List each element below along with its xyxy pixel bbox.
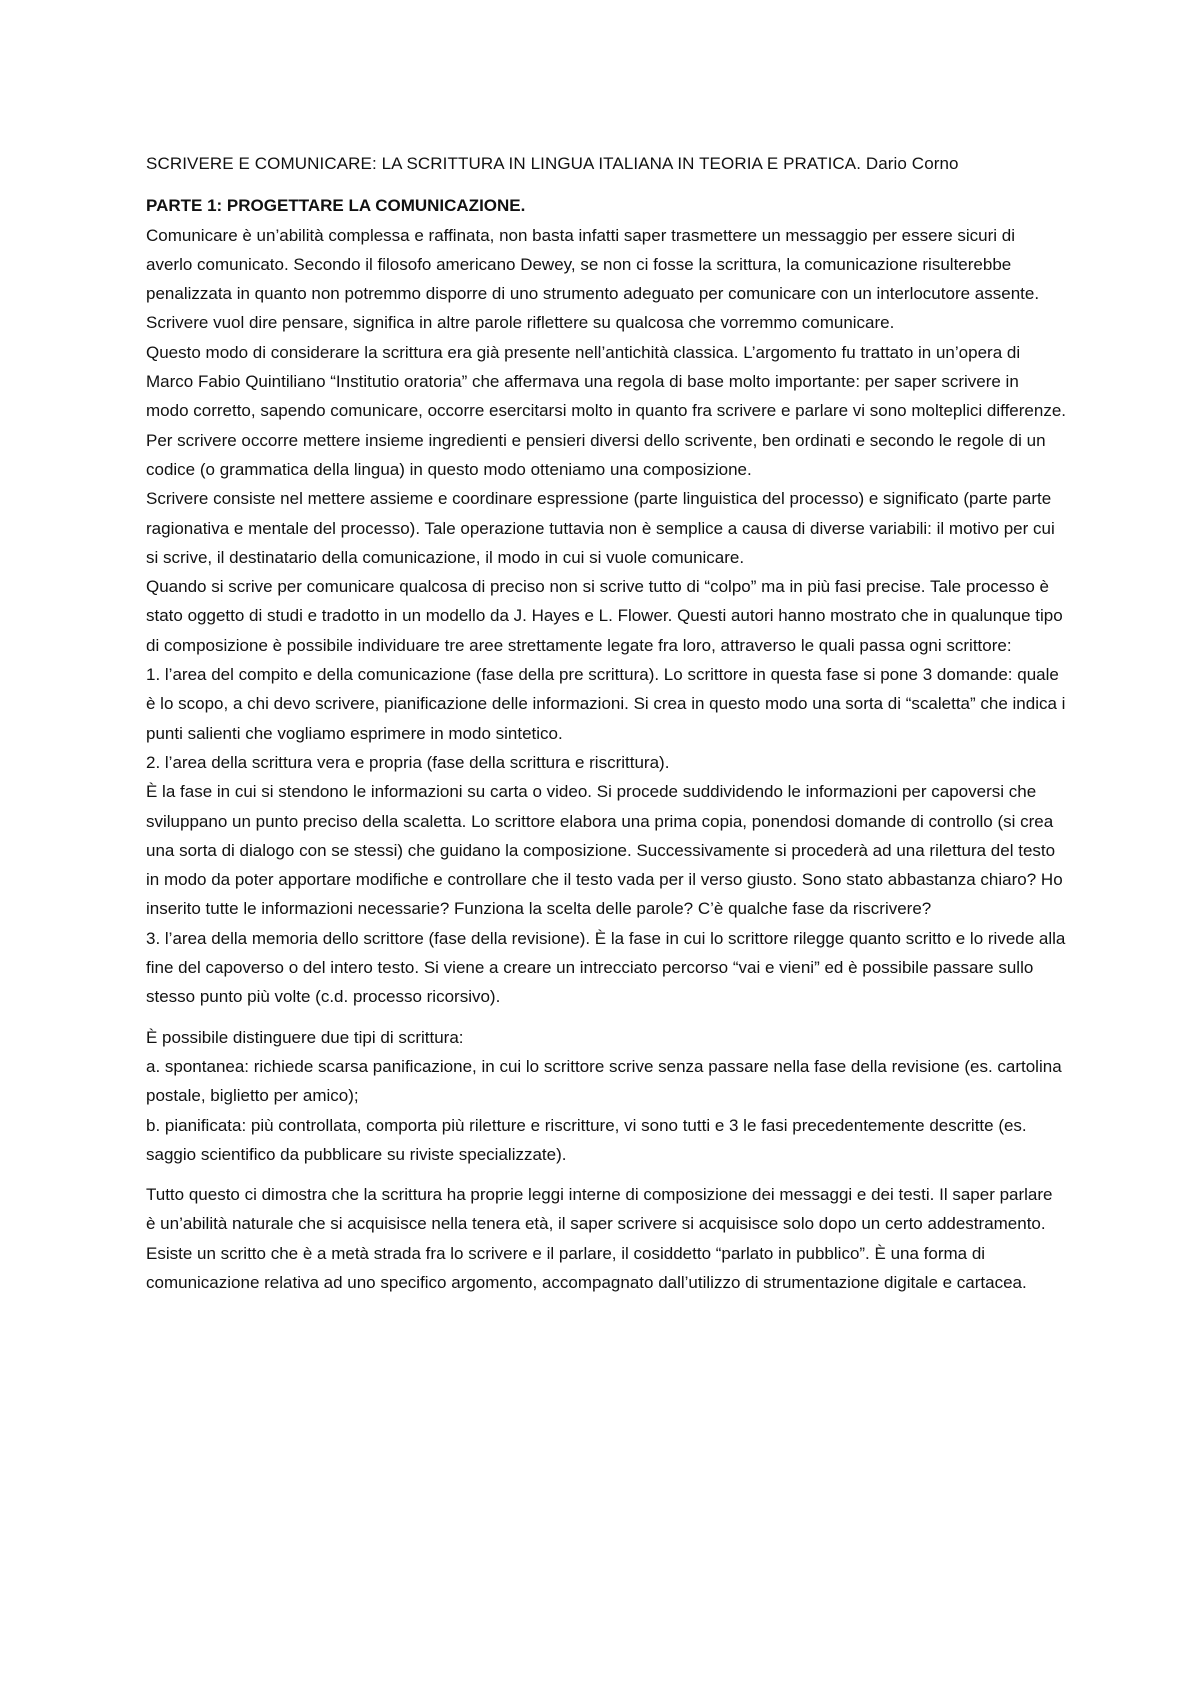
paragraph-hayes-flower: Quando si scrive per comunicare qualcosa di preciso non si scrive tutto di “colpo” ma in più fasi precise. Tale processo è stato oggetto di studi e tradotto in un modello da J. Hayes e L. Flower. Questi autori hanno mostrato che in qualunque tipo di composizione è possibile individuare tre aree strettamente legate fra loro, attraverso le quali passa ogni scrittore:	[146, 577, 1063, 655]
paragraph-phase-3: 3. l’area della memoria dello scrittore (fase della revisione). È la fase in cui lo scrittore rilegge quanto scritto e lo rivede alla fine del capoverso o del intero testo. Si viene a creare un intrecciato percorso “vai e vieni” ed è possibile passare sullo stesso punto più volte (c.d. processo ricorsivo).	[146, 928, 1066, 1007]
section-heading: PARTE 1: PROGETTARE LA COMUNICAZIONE.	[146, 196, 526, 216]
type-item-pianificata: b. pianificata: più controllata, comporta più riletture e riscritture, vi sono tutti e 3 le fasi precedentemente descritte (es. saggio scientifico da pubblicare su riviste specializzate).	[146, 1115, 1027, 1164]
type-item-spontanea: a. spontanea: richiede scarsa panificazione, in cui lo scrittore scrive senza passare nella fase della revisione (es. cartolina postale, biglietto per amico);	[146, 1056, 1062, 1106]
paragraph-phase-2-body: È la fase in cui si stendono le informazioni su carta o video. Si procede suddividendo le informazioni per capoversi che sviluppano un punto preciso della scaletta. Lo scrittore elabora una prima copia, ponendosi domande di controllo (si crea una sorta di dialogo con se stessi) che guidano la composizione. Successivamente si procederà ad una rilettura del testo in modo da poter apportare modifiche e controllare che il testo vada per il verso giusto. Sono stato abbastanza chiaro? Ho inserito tutte le informazioni necessarie? Funziona la scelta delle parole? C’è qualche fase da riscrivere?	[146, 782, 1063, 919]
paragraph-quintiliano: Questo modo di considerare la scrittura era già presente nell’antichità classica. L’argomento fu trattato in un’opera di Marco Fabio Quintiliano “Institutio oratoria” che affermava una regola di base molto importante: per saper scrivere in modo corretto, sapendo comunicare, occorre esercitarsi molto in quanto fra scrivere e parlare vi sono molteplici differenze. Per scrivere occorre mettere insieme ingredienti e pensieri diversi dello scrivente, ben ordinati e secondo le regole di un codice (o grammatica della lingua) in questo modo otteniamo una composizione.	[146, 342, 1067, 479]
document-page	[146, 149, 1066, 1297]
paragraph-phase-1: 1. l’area del compito e della comunicazione (fase della pre scrittura). Lo scrittore in questa fase si pone 3 domande: quale è lo scopo, a chi devo scrivere, pianificazione delle informazioni. Si crea in questo modo una sorta di “scaletta” che indica i punti salienti che vogliamo esprimere in modo sintetico.	[146, 665, 1066, 743]
document-title: SCRIVERE E COMUNICARE: LA SCRITTURA IN LINGUA ITALIANA IN TEORIA E PRATICA. Dario Corno	[146, 154, 959, 173]
paragraph-conclusion: Tutto questo ci dimostra che la scrittura ha proprie leggi interne di composizione dei messaggi e dei testi. Il saper parlare è un’abilità naturale che si acquisisce nella tenera età, il saper scrivere si acquisisce solo dopo un certo addestramento. Esiste un scritto che è a metà strada fra lo scrivere e il parlare, il cosiddetto “parlato in pubblico”. È una forma di comunicazione relativa ad uno specifico argomento, accompagnato dall’utilizzo di strumentazione digitale e cartacea.	[146, 1185, 1053, 1292]
paragraph-phase-2-title: 2. l’area della scrittura vera e propria (fase della scrittura e riscrittura).	[146, 752, 670, 772]
types-intro: È possibile distinguere due tipi di scrittura:	[146, 1027, 464, 1047]
paragraph-intro: Comunicare è un’abilità complessa e raffinata, non basta infatti saper trasmettere un messaggio per essere sicuri di averlo comunicato. Secondo il filosofo americano Dewey, se non ci fosse la scrittura, la comunicazione risulterebbe penalizzata in quanto non potremmo disporre di uno strumento adeguato per comunicare con un interlocutore assente. Scrivere vuol dire pensare, significa in altre parole riflettere su qualcosa che vorremmo comunicare.	[146, 225, 1040, 333]
paragraph-expression: Scrivere consiste nel mettere assieme e coordinare espressione (parte linguistica del processo) e significato (parte parte ragionativa e mentale del processo). Tale operazione tuttavia non è semplice a causa di diverse variabili: il motivo per cui si scrive, il destinatario della comunicazione, il modo in cui si vuole comunicare.	[146, 489, 1055, 567]
